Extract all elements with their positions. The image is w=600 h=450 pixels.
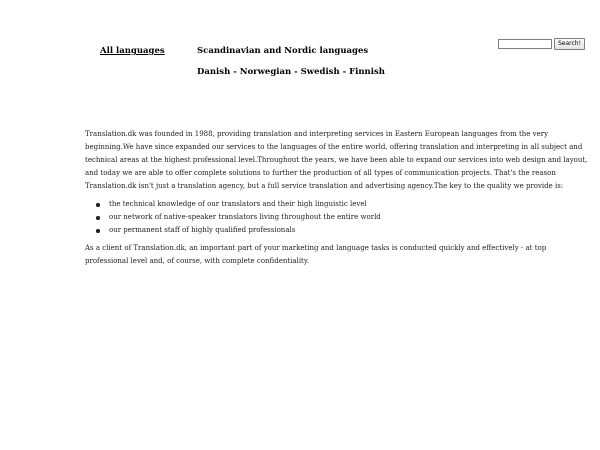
intro-paragraph: Translation.dk was founded in 1988, providing translation and interpreting services in Eastern European languages from the very beginning.We have since expanded our services to the languages of the entire world, offering translation and interpreting in all subject and technical areas at the highest professional level.Throughout the years, we have been able to expand our services into web design and layout, and today we are able to offer complete solutions to further the production of all types of communication projects. That's the reason Translation.dk isn't just a translation agency, but a full service translation and advertising agency.The key to the quality we provide is:	[85, 130, 588, 190]
search-input[interactable]	[498, 39, 552, 49]
main-content	[85, 128, 591, 268]
list-item: our network of native-speaker translators living throughout the entire world	[109, 211, 591, 224]
list-item: the technical knowledge of our translators and their high linguistic level	[109, 198, 591, 211]
section-heading: Scandinavian and Nordic languages	[197, 46, 369, 56]
closing-paragraph: As a client of Translation.dk, an important part of your marketing and language tasks is conducted quickly and effectively - at top professional level and, of course, with complete confidentiality.	[85, 244, 547, 265]
language-list: Danish - Norwegian - Swedish - Finnish	[197, 67, 385, 77]
search-form	[498, 38, 585, 50]
feature-list	[85, 198, 591, 237]
list-item: our permanent staff of highly qualified professionals	[109, 224, 591, 237]
all-languages-link[interactable]: All languages	[100, 46, 165, 56]
search-button[interactable]: Search!	[554, 38, 585, 50]
